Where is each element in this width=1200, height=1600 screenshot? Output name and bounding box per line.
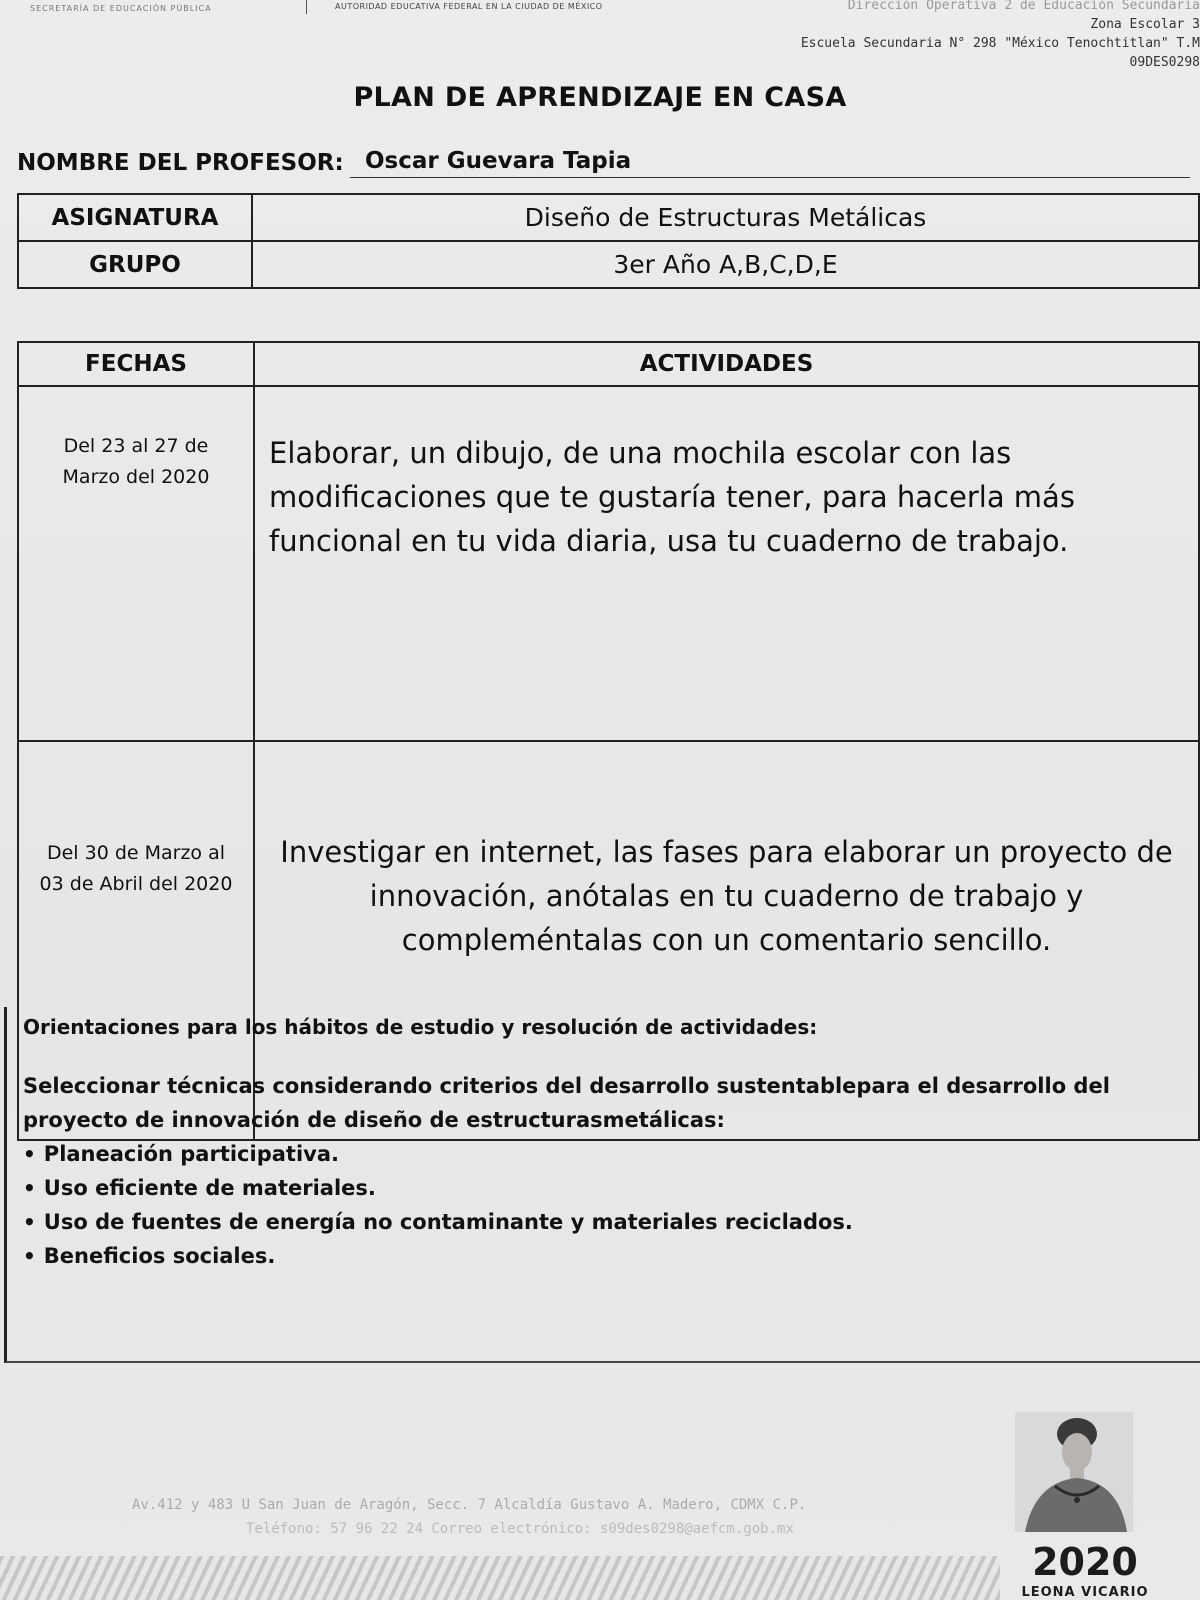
header-zone-line: Zona Escolar 3: [1090, 17, 1200, 32]
subject-label: ASIGNATURA: [18, 194, 252, 241]
dates-header: FECHAS: [18, 342, 254, 386]
header-school-block: [801, 0, 1200, 72]
table-row: [18, 386, 1199, 741]
orientations-list: [23, 1137, 1200, 1273]
footer-year: 2020: [1032, 1540, 1138, 1584]
footer-emblem-text: LEONA VICARIO: [1021, 1585, 1149, 1600]
footer-contact: Teléfono: 57 96 22 24 Correo electrónico: s09des0298@aefcm.gob.mx: [246, 1521, 794, 1537]
group-label: GRUPO: [18, 241, 252, 288]
teacher-name: Oscar Guevara Tapia: [365, 148, 632, 174]
document-title: PLAN DE APRENDIZAJE EN CASA: [353, 82, 847, 113]
list-item: • Planeación participativa.: [23, 1137, 1200, 1171]
header-divider: [306, 0, 307, 14]
orientations-box: [4, 1007, 1200, 1363]
list-item: • Uso eficiente de materiales.: [23, 1171, 1200, 1205]
leona-vicario-portrait-icon: [1015, 1412, 1133, 1532]
list-item: • Uso de fuentes de energía no contaminante y materiales reciclados.: [23, 1205, 1200, 1239]
decorative-band: [0, 1556, 1000, 1600]
header-secretaria-text: SECRETARÍA DE EDUCACIÓN PÚBLICA: [30, 4, 212, 13]
date-line: Marzo del 2020: [62, 466, 210, 488]
orientations-title: Orientaciones para los hábitos de estudio y resolución de actividades:: [23, 1015, 818, 1039]
group-value: 3er Año A,B,C,D,E: [252, 241, 1199, 288]
footer-address: Av.412 y 483 U San Juan de Aragón, Secc. 7 Alcaldía Gustavo A. Madero, CDMX C.P.: [132, 1497, 807, 1513]
date-line: Del 30 de Marzo al: [46, 842, 226, 864]
date-line: Del 23 al 27 de: [63, 435, 209, 457]
date-line: 03 de Abril del 2020: [39, 873, 233, 895]
teacher-underline: [350, 177, 1190, 178]
header-authority-text: AUTORIDAD EDUCATIVA FEDERAL EN LA CIUDAD DE MÉXICO: [335, 2, 603, 11]
subject-group-table: [17, 193, 1200, 289]
header-direction-line: Dirección Operativa 2 de Educación Secundaria: [847, 0, 1200, 13]
activity-cell: Elaborar, un dibujo, de una mochila escolar con las modificaciones que te gustaría tener, para hacerla más funcional en tu vida diaria, usa tu cuaderno de trabajo.: [254, 386, 1199, 741]
teacher-label: NOMBRE DEL PROFESOR:: [17, 150, 344, 176]
activities-header: ACTIVIDADES: [254, 342, 1199, 386]
group-row: [18, 241, 1199, 288]
orientations-intro: Seleccionar técnicas considerando criterios del desarrollo sustentablepara el desarrollo del proyecto de innovación de diseño de estructurasmetálicas:: [23, 1074, 1110, 1132]
header-school-line: Escuela Secundaria N° 298 "México Tenochtitlan" T.M: [800, 36, 1200, 51]
subject-value: Diseño de Estructuras Metálicas: [252, 194, 1199, 241]
list-item: • Beneficios sociales.: [23, 1239, 1200, 1273]
date-cell: [18, 386, 254, 741]
activities-header-row: [18, 342, 1199, 386]
header-code-line: 09DES0298: [1129, 55, 1200, 70]
activity-cell: Investigar en internet, las fases para elaborar un proyecto de innovación, anótalas en tu cuaderno de trabajo y compleméntalas con un comentario sencillo.: [254, 741, 1199, 1140]
subject-row: [18, 194, 1199, 241]
